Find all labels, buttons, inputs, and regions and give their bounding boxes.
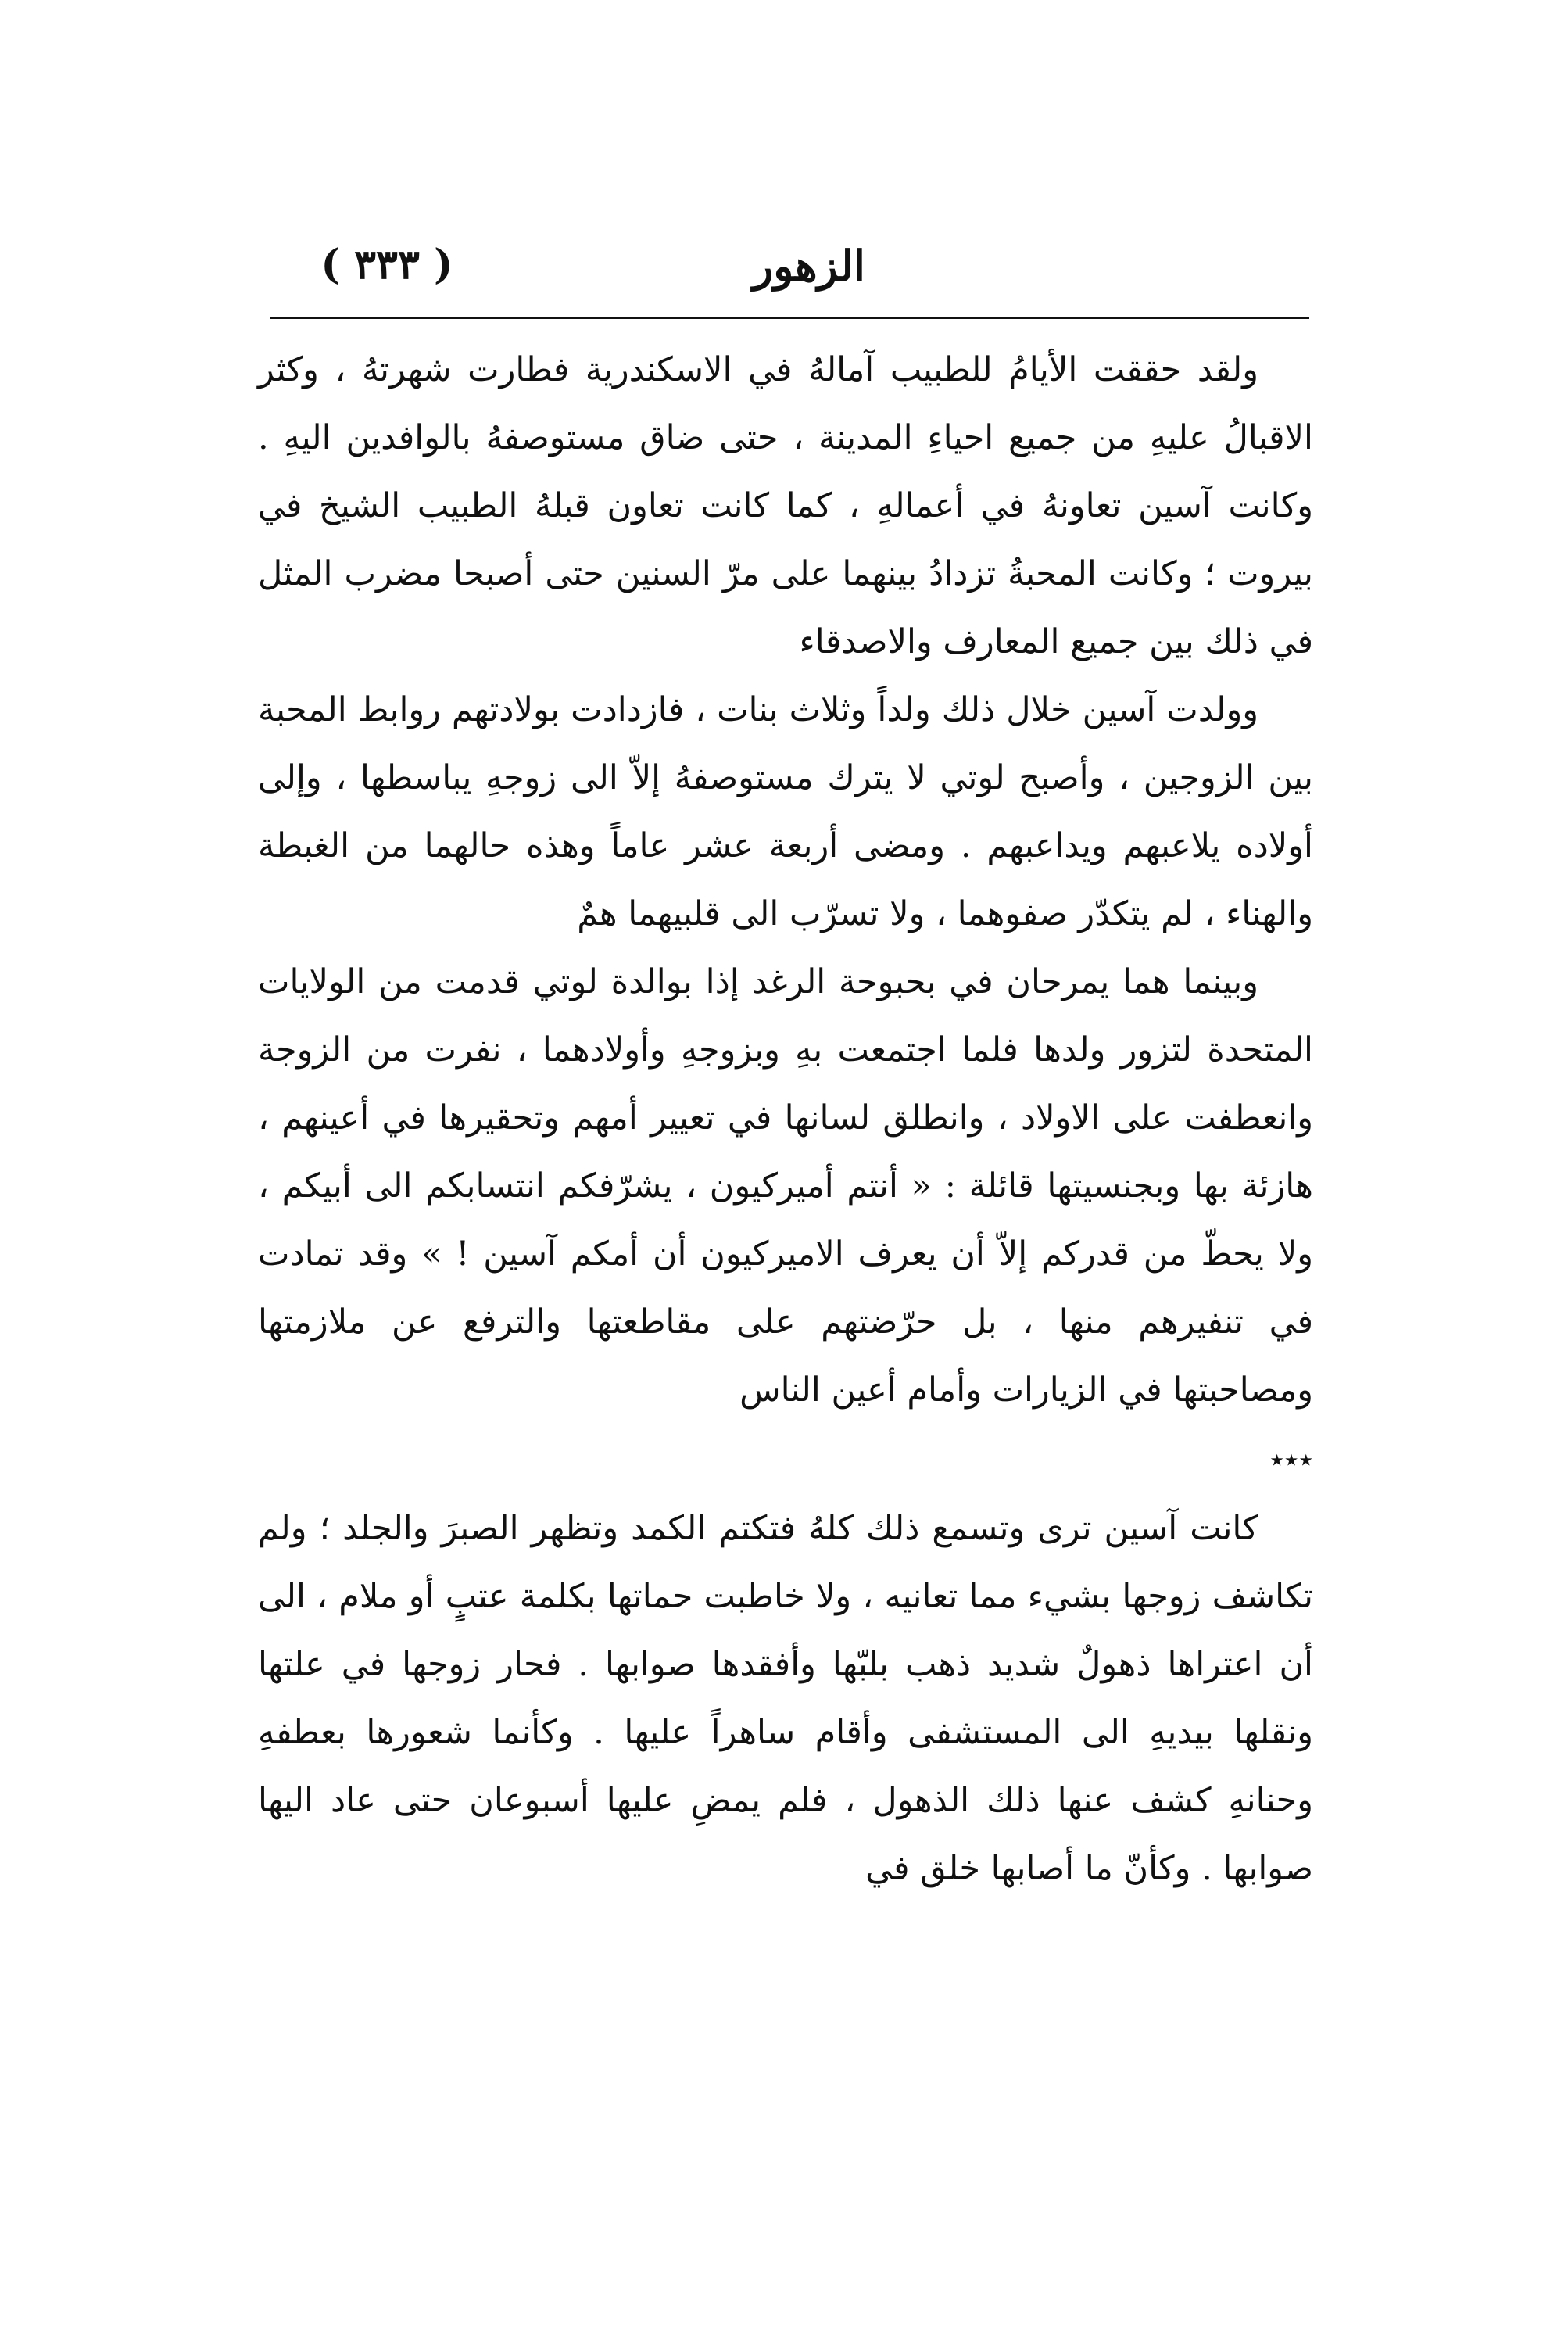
- paragraph: كانت آسين ترى وتسمع ذلك كلهُ فتكتم الكمد وتظهر الصبرَ والجلد ؛ ولم تكاشف زوجها بشيء مما تعانيه ، ولا خاطبت حماتها بكلمة عتبٍ أو ملام ، الى أن اعتراها ذهولٌ شديد ذهب بلبّها وأفقدها صوابها . فحار زوجها في علتها ونقلها بيديهِ الى المستشفى وأقام ساهراً عليها . وكأنما شعورها بعطفهِ وحنانهِ كشف عنها ذلك الذهول ، فلم يمضِ عليها أسبوعان حتى عاد اليها صوابها . وكأنّ ما أصابها خلق في: [258, 1509, 1313, 1888]
- paragraph: وولدت آسين خلال ذلك ولداً وثلاث بنات ، فازدادت بولادتهم روابط المحبة بين الزوجين ، وأصبح لوتي لا يترك مستوصفهُ إلاّ الى زوجهِ يباسطها ، وإلى أولاده يلاعبهم ويداعبهم . ومضى أربعة عشر عاماً وهذه حالهما من الغبطة والهناء ، لم يتكدّر صفوهما ، ولا تسرّب الى قلبيهما همٌ: [258, 690, 1313, 933]
- paragraph: وبينما هما يمرحان في بحبوحة الرغد إذا بوالدة لوتي قدمت من الولايات المتحدة لتزور ولدها فلما اجتمعت بهِ وبزوجهِ وأولادهما ، نفرت من الزوجة وانعطفت على الاولاد ، وانطلق لسانها في تعيير أمهم وتحقيرها في أعينهم ، هازئة بها وبجنسيتها قائلة : « أنتم أميركيون ، يشرّفكم انتسابكم الى أبيكم ، ولا يحطّ من قدركم إلاّ أن يعرف الاميركيون أن أمكم آسين ! » وقد تمادت في تنفيرهم منها ، بل حرّضتهم على مقاطعتها والترفع عن ملازمتها ومصاحبتها في الزيارات وأمام أعين الناس: [258, 962, 1313, 1410]
- section-separator: ٭٭٭: [1269, 1444, 1313, 1475]
- page-header: [270, 235, 1309, 305]
- paragraph: ولقد حققت الأيامُ للطبيب آمالهُ في الاسكندرية فطارت شهرتهُ ، وكثر الاقبالُ عليهِ من جميع احياءِ المدينة ، حتى ضاق مستوصفهُ بالوافدين اليهِ . وكانت آسين تعاونهُ في أعمالهِ ، كما كانت تعاون قبلهُ الطبيب الشيخ في بيروت ؛ وكانت المحبةُ تزدادُ بينهما على مرّ السنين حتى أصبحا مضرب المثل في ذلك بين جميع المعارف والاصدقاء: [258, 350, 1313, 661]
- page-number: ( ٣٣٣ ): [320, 241, 453, 288]
- body-text: [258, 336, 1313, 1903]
- header-rule: [270, 317, 1309, 319]
- running-title: الزهور: [753, 241, 865, 291]
